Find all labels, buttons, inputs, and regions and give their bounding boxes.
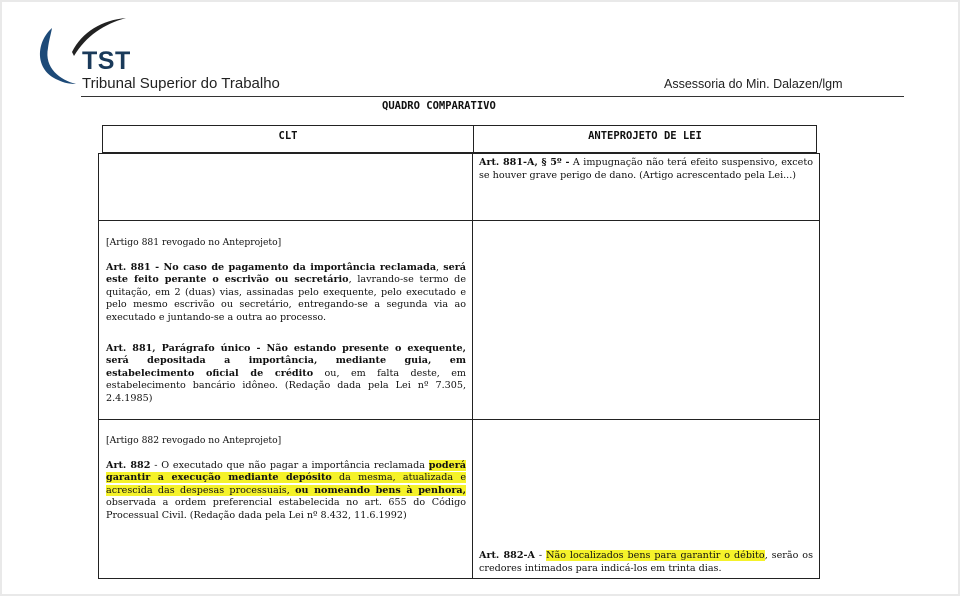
article-bold-text: Art. 881 - No caso de pagamento da importância reclamada xyxy=(106,261,437,273)
article-bold-text: Art. 881, Parágrafo único - Não estando presente o exequente, será depositada a importância, mediante guia, em estabelecimento oficial de crédito xyxy=(106,342,466,379)
column-header-anteprojeto: ANTEPROJETO DE LEI xyxy=(473,125,817,153)
article-text: - xyxy=(534,550,547,561)
document-title: QUADRO COMPARATIVO xyxy=(382,100,496,112)
row2-right-cell xyxy=(472,220,820,420)
article-text: ou, em falta deste, em estabelecimento bancário idôneo. (Redação dada pela Lei nº 7.305, 2.4.1985) xyxy=(106,367,466,404)
organization-name: Tribunal Superior do Trabalho xyxy=(82,75,280,92)
revoked-note: [Artigo 882 revogado no Anteprojeto] xyxy=(106,435,282,446)
article-label: Art. 882 xyxy=(106,459,151,471)
article-text: , xyxy=(436,261,444,273)
highlighted-text: poderá garantir a execução mediante depósito xyxy=(106,459,466,484)
logo-text: TST xyxy=(82,47,131,75)
row1-right-cell xyxy=(472,153,820,221)
document-page xyxy=(2,2,958,594)
highlighted-text: Não localizados bens para garantir o débito xyxy=(546,550,765,561)
article-text: , serão os credores intimados para indicá-los em trinta dias. xyxy=(479,550,813,574)
revoked-note: [Artigo 881 revogado no Anteprojeto] xyxy=(106,237,282,248)
article-label: Art. 882-A xyxy=(479,550,535,561)
row3-left-cell xyxy=(98,419,473,579)
header-right-text: Assessoria do Min. Dalazen/lgm xyxy=(664,77,843,91)
article-text: - O executado que não pagar a importância reclamada xyxy=(150,459,429,471)
highlighted-text: ou nomeando bens à penhora, xyxy=(295,484,466,496)
column-header-clt: CLT xyxy=(102,125,474,153)
article-text: A impugnação não terá efeito suspensivo, exceto se houver grave perigo de dano. (Artigo acrescentado pela Lei...) xyxy=(479,157,813,181)
article-bold-text: será este feito perante o escrivão ou secretário xyxy=(106,261,466,286)
row1-left-cell xyxy=(98,153,473,221)
header-divider xyxy=(81,96,904,97)
article-text: observada a ordem preferencial estabelecida no art. 655 do Código Processual Civil. (Redação dada pela Lei nº 8.432, 11.6.1992) xyxy=(106,497,466,521)
highlighted-text: da mesma, atualizada e acrescida das despesas processuais, xyxy=(106,472,466,496)
row3-right-cell xyxy=(472,419,820,579)
article-label: Art. 881-A, § 5º - xyxy=(479,157,570,168)
article-text: , lavrando-se termo de quitação, em 2 (duas) vias, assinadas pelo exequente, pelo executado e pelo mesmo escrivão ou secretário, entregando-se a segunda via ao executado e juntando-se a outra ao processo. xyxy=(106,274,467,323)
row2-left-cell xyxy=(98,220,473,420)
